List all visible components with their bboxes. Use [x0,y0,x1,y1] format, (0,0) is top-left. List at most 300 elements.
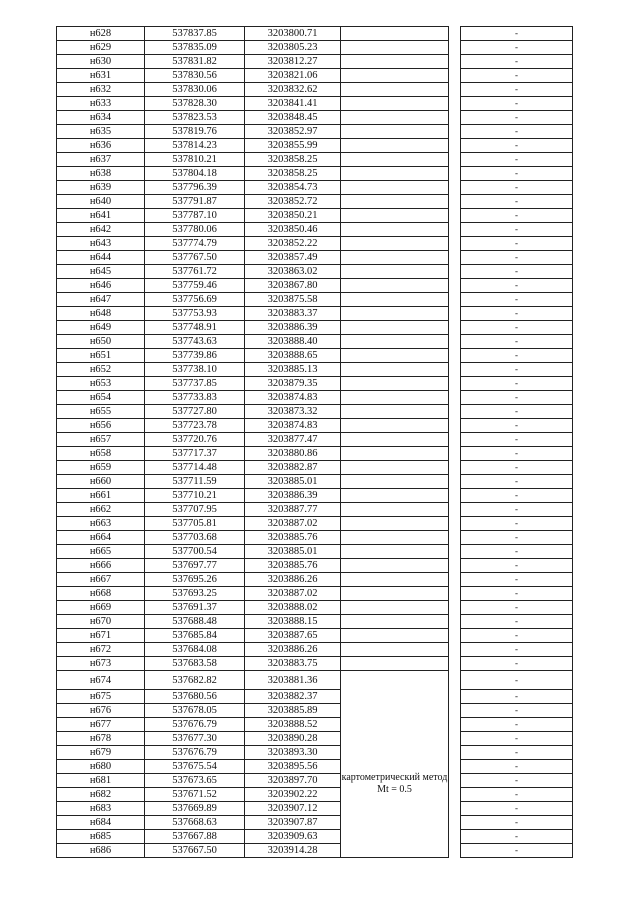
column-gap [449,746,461,760]
method-cell [341,41,449,55]
dash-cell: - [461,718,573,732]
method-cell [341,69,449,83]
table-row [57,746,573,760]
dash-cell: - [461,237,573,251]
y-coordinate: 3203888.02 [245,601,341,615]
point-name: н660 [57,475,145,489]
dash-cell: - [461,195,573,209]
point-name: н661 [57,489,145,503]
dash-cell: - [461,503,573,517]
x-coordinate: 537737.85 [145,377,245,391]
y-coordinate: 3203885.13 [245,363,341,377]
table-row [57,475,573,489]
x-coordinate: 537680.56 [145,690,245,704]
point-name: н676 [57,704,145,718]
column-gap [449,335,461,349]
dash-cell: - [461,788,573,802]
table-row [57,461,573,475]
x-coordinate: 537761.72 [145,265,245,279]
dash-cell: - [461,391,573,405]
table-row [57,209,573,223]
column-gap [449,279,461,293]
dash-cell: - [461,601,573,615]
y-coordinate: 3203858.25 [245,153,341,167]
method-cell [341,475,449,489]
table-row [57,125,573,139]
x-coordinate: 537738.10 [145,363,245,377]
x-coordinate: 537700.54 [145,545,245,559]
x-coordinate: 537819.76 [145,125,245,139]
method-cell [341,587,449,601]
column-gap [449,209,461,223]
dash-cell: - [461,690,573,704]
column-gap [449,844,461,858]
column-gap [449,559,461,573]
dash-cell: - [461,587,573,601]
point-name: н632 [57,83,145,97]
dash-cell: - [461,111,573,125]
column-gap [449,531,461,545]
table-row [57,830,573,844]
table-row [57,111,573,125]
y-coordinate: 3203858.25 [245,167,341,181]
y-coordinate: 3203821.06 [245,69,341,83]
x-coordinate: 537693.25 [145,587,245,601]
point-name: н631 [57,69,145,83]
table-row [57,321,573,335]
y-coordinate: 3203885.01 [245,475,341,489]
x-coordinate: 537804.18 [145,167,245,181]
y-coordinate: 3203881.36 [245,671,341,690]
point-name: н628 [57,27,145,41]
dash-cell: - [461,27,573,41]
table-row [57,349,573,363]
point-name: н635 [57,125,145,139]
method-cell [341,363,449,377]
point-name: н663 [57,517,145,531]
dash-cell: - [461,279,573,293]
point-name: н679 [57,746,145,760]
table-row [57,433,573,447]
x-coordinate: 537814.23 [145,139,245,153]
table-row [57,774,573,788]
dash-cell: - [461,433,573,447]
y-coordinate: 3203852.22 [245,237,341,251]
point-name: н647 [57,293,145,307]
table-row [57,517,573,531]
method-cell [341,545,449,559]
method-cell [341,489,449,503]
table-row [57,139,573,153]
table-row [57,844,573,858]
column-gap [449,307,461,321]
dash-cell: - [461,377,573,391]
point-name: н678 [57,732,145,746]
point-name: н672 [57,643,145,657]
x-coordinate: 537683.58 [145,657,245,671]
table-row [57,732,573,746]
point-name: н642 [57,223,145,237]
y-coordinate: 3203897.70 [245,774,341,788]
column-gap [449,377,461,391]
dash-cell: - [461,643,573,657]
point-name: н684 [57,816,145,830]
table-row [57,377,573,391]
y-coordinate: 3203886.39 [245,489,341,503]
x-coordinate: 537780.06 [145,223,245,237]
dash-cell: - [461,573,573,587]
point-name: н674 [57,671,145,690]
table-row [57,83,573,97]
table-row [57,335,573,349]
table-row [57,265,573,279]
column-gap [449,97,461,111]
dash-cell: - [461,830,573,844]
point-name: н683 [57,802,145,816]
column-gap [449,405,461,419]
table-row [57,559,573,573]
dash-cell: - [461,671,573,690]
column-gap [449,489,461,503]
table-row [57,153,573,167]
point-name: н630 [57,55,145,69]
x-coordinate: 537675.54 [145,760,245,774]
table-row [57,279,573,293]
dash-cell: - [461,97,573,111]
method-cell [341,503,449,517]
table-row [57,545,573,559]
y-coordinate: 3203850.46 [245,223,341,237]
y-coordinate: 3203887.02 [245,587,341,601]
table-row [57,489,573,503]
x-coordinate: 537828.30 [145,97,245,111]
method-cell [341,419,449,433]
method-cell [341,643,449,657]
x-coordinate: 537756.69 [145,293,245,307]
y-coordinate: 3203890.28 [245,732,341,746]
table-row [57,802,573,816]
dash-cell: - [461,83,573,97]
y-coordinate: 3203893.30 [245,746,341,760]
table-row [57,97,573,111]
table-row [57,363,573,377]
dash-cell: - [461,293,573,307]
method-cell [341,531,449,545]
x-coordinate: 537748.91 [145,321,245,335]
point-name: н654 [57,391,145,405]
x-coordinate: 537697.77 [145,559,245,573]
x-coordinate: 537739.86 [145,349,245,363]
column-gap [449,690,461,704]
x-coordinate: 537684.08 [145,643,245,657]
point-name: н638 [57,167,145,181]
column-gap [449,391,461,405]
column-gap [449,601,461,615]
y-coordinate: 3203907.12 [245,802,341,816]
method-cell [341,97,449,111]
point-name: н636 [57,139,145,153]
x-coordinate: 537723.78 [145,419,245,433]
column-gap [449,517,461,531]
x-coordinate: 537677.30 [145,732,245,746]
column-gap [449,788,461,802]
point-name: н637 [57,153,145,167]
dash-cell: - [461,559,573,573]
column-gap [449,237,461,251]
x-coordinate: 537787.10 [145,209,245,223]
x-coordinate: 537835.09 [145,41,245,55]
table-row [57,760,573,774]
point-name: н670 [57,615,145,629]
y-coordinate: 3203874.83 [245,391,341,405]
column-gap [449,816,461,830]
point-name: н657 [57,433,145,447]
column-gap [449,643,461,657]
point-name: н666 [57,559,145,573]
column-gap [449,774,461,788]
method-cell [341,111,449,125]
table-row [57,788,573,802]
table-row [57,503,573,517]
x-coordinate: 537733.83 [145,391,245,405]
column-gap [449,587,461,601]
column-gap [449,41,461,55]
x-coordinate: 537669.89 [145,802,245,816]
x-coordinate: 537810.21 [145,153,245,167]
x-coordinate: 537667.50 [145,844,245,858]
x-coordinate: 537678.05 [145,704,245,718]
dash-cell: - [461,153,573,167]
x-coordinate: 537714.48 [145,461,245,475]
y-coordinate: 3203888.65 [245,349,341,363]
y-coordinate: 3203841.41 [245,97,341,111]
table-row [57,237,573,251]
y-coordinate: 3203880.86 [245,447,341,461]
point-name: н680 [57,760,145,774]
table-row [57,718,573,732]
point-name: н662 [57,503,145,517]
column-gap [449,223,461,237]
y-coordinate: 3203805.23 [245,41,341,55]
y-coordinate: 3203873.32 [245,405,341,419]
column-gap [449,802,461,816]
point-name: н681 [57,774,145,788]
x-coordinate: 537720.76 [145,433,245,447]
point-name: н629 [57,41,145,55]
x-coordinate: 537685.84 [145,629,245,643]
column-gap [449,718,461,732]
method-cell [341,181,449,195]
x-coordinate: 537707.95 [145,503,245,517]
column-gap [449,419,461,433]
dash-cell: - [461,167,573,181]
x-coordinate: 537837.85 [145,27,245,41]
y-coordinate: 3203852.72 [245,195,341,209]
point-name: н669 [57,601,145,615]
x-coordinate: 537823.53 [145,111,245,125]
dash-cell: - [461,760,573,774]
table-row [57,587,573,601]
x-coordinate: 537673.65 [145,774,245,788]
point-name: н640 [57,195,145,209]
table-row [57,657,573,671]
point-name: н656 [57,419,145,433]
dash-cell: - [461,816,573,830]
x-coordinate: 537717.37 [145,447,245,461]
table-row [57,573,573,587]
point-name: н634 [57,111,145,125]
dash-cell: - [461,251,573,265]
method-cell [341,461,449,475]
y-coordinate: 3203886.39 [245,321,341,335]
dash-cell: - [461,531,573,545]
method-cell [341,237,449,251]
method-cell [341,209,449,223]
method-cell [341,447,449,461]
y-coordinate: 3203850.21 [245,209,341,223]
column-gap [449,545,461,559]
y-coordinate: 3203854.73 [245,181,341,195]
dash-cell: - [461,475,573,489]
y-coordinate: 3203887.77 [245,503,341,517]
method-cell [341,601,449,615]
x-coordinate: 537831.82 [145,55,245,69]
method-cell [341,195,449,209]
point-name: н659 [57,461,145,475]
point-name: н677 [57,718,145,732]
x-coordinate: 537753.93 [145,307,245,321]
method-cell [341,265,449,279]
coordinates-table [56,26,573,858]
method-cell [341,293,449,307]
point-name: н682 [57,788,145,802]
dash-cell: - [461,732,573,746]
dash-cell: - [461,545,573,559]
dash-cell: - [461,615,573,629]
table-row [57,447,573,461]
dash-cell: - [461,69,573,83]
point-name: н650 [57,335,145,349]
dash-cell: - [461,461,573,475]
table-row [57,816,573,830]
column-gap [449,475,461,489]
dash-cell: - [461,349,573,363]
column-gap [449,153,461,167]
column-gap [449,461,461,475]
x-coordinate: 537667.88 [145,830,245,844]
method-cell [341,139,449,153]
method-cell [341,391,449,405]
y-coordinate: 3203887.02 [245,517,341,531]
x-coordinate: 537774.79 [145,237,245,251]
dash-cell: - [461,335,573,349]
x-coordinate: 537830.56 [145,69,245,83]
column-gap [449,167,461,181]
dash-cell: - [461,307,573,321]
x-coordinate: 537668.63 [145,816,245,830]
x-coordinate: 537791.87 [145,195,245,209]
y-coordinate: 3203885.01 [245,545,341,559]
method-description: картометрический метод Mt = 0.5 [341,671,449,858]
point-name: н664 [57,531,145,545]
y-coordinate: 3203887.65 [245,629,341,643]
column-gap [449,321,461,335]
column-gap [449,265,461,279]
column-gap [449,195,461,209]
table-row [57,55,573,69]
y-coordinate: 3203877.47 [245,433,341,447]
point-name: н652 [57,363,145,377]
x-coordinate: 537830.06 [145,83,245,97]
point-name: н648 [57,307,145,321]
table-row [57,27,573,41]
point-name: н633 [57,97,145,111]
x-coordinate: 537671.52 [145,788,245,802]
column-gap [449,83,461,97]
dash-cell: - [461,629,573,643]
method-cell [341,307,449,321]
table-row [57,671,573,690]
column-gap [449,760,461,774]
method-cell [341,559,449,573]
x-coordinate: 537727.80 [145,405,245,419]
y-coordinate: 3203867.80 [245,279,341,293]
x-coordinate: 537691.37 [145,601,245,615]
column-gap [449,293,461,307]
y-coordinate: 3203875.58 [245,293,341,307]
y-coordinate: 3203902.22 [245,788,341,802]
y-coordinate: 3203883.37 [245,307,341,321]
y-coordinate: 3203907.87 [245,816,341,830]
y-coordinate: 3203882.37 [245,690,341,704]
dash-cell: - [461,265,573,279]
column-gap [449,671,461,690]
method-cell [341,335,449,349]
y-coordinate: 3203888.52 [245,718,341,732]
y-coordinate: 3203852.97 [245,125,341,139]
column-gap [449,629,461,643]
method-cell [341,125,449,139]
column-gap [449,433,461,447]
method-cell [341,573,449,587]
x-coordinate: 537682.82 [145,671,245,690]
column-gap [449,447,461,461]
y-coordinate: 3203879.35 [245,377,341,391]
table-row [57,405,573,419]
column-gap [449,251,461,265]
y-coordinate: 3203909.63 [245,830,341,844]
table-row [57,690,573,704]
point-name: н639 [57,181,145,195]
method-cell [341,377,449,391]
y-coordinate: 3203812.27 [245,55,341,69]
point-name: н653 [57,377,145,391]
coordinates-table-body [57,27,573,858]
method-cell [341,251,449,265]
x-coordinate: 537695.26 [145,573,245,587]
point-name: н641 [57,209,145,223]
x-coordinate: 537759.46 [145,279,245,293]
table-row [57,251,573,265]
table-row [57,601,573,615]
dash-cell: - [461,209,573,223]
dash-cell: - [461,657,573,671]
column-gap [449,27,461,41]
y-coordinate: 3203888.40 [245,335,341,349]
x-coordinate: 537710.21 [145,489,245,503]
table-row [57,223,573,237]
y-coordinate: 3203895.56 [245,760,341,774]
